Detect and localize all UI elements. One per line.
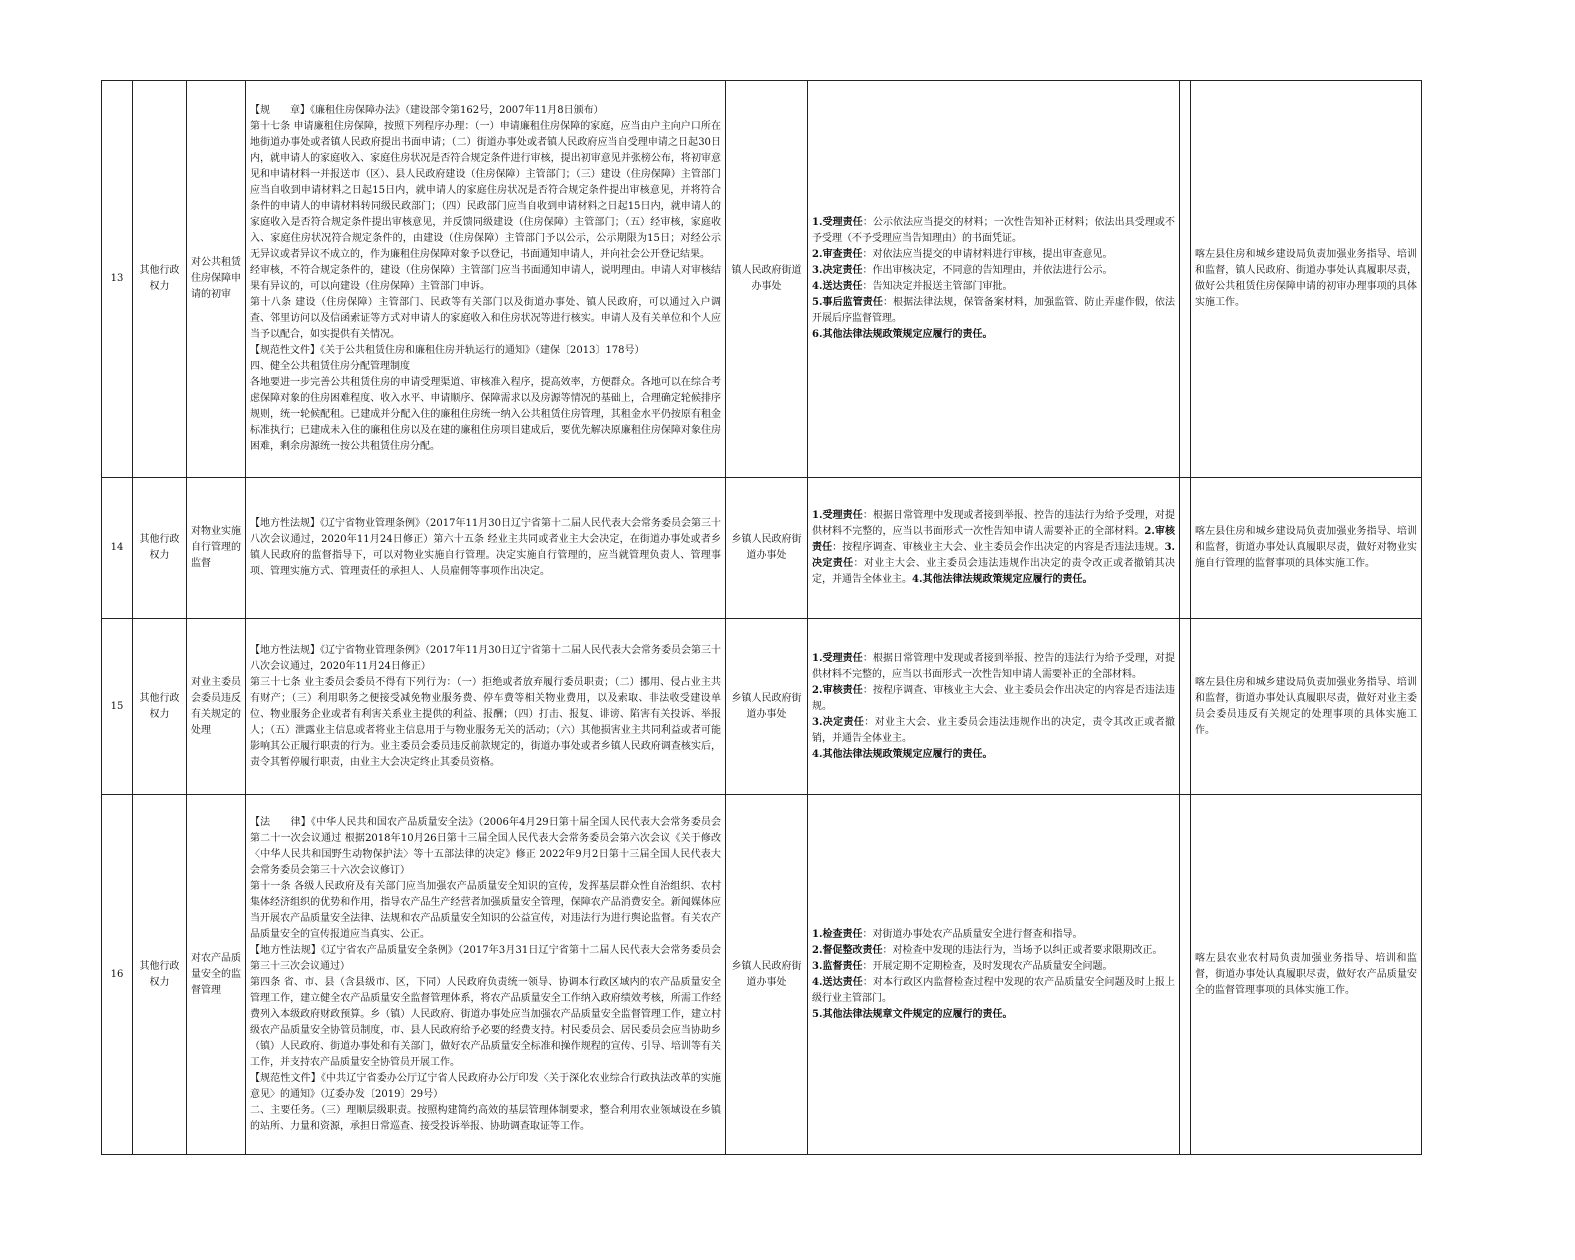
duty-head: 3.决定责任 — [812, 265, 863, 276]
basis-paragraph: 【地方性法规】《辽宁省农产品质量安全条例》（2017年3月31日辽宁省第十二届人民代表大会常务委员会第三十三次会议通过） — [250, 944, 721, 972]
power-category: 其他行政权力 — [133, 81, 187, 478]
duty-text: ：对依法应当提交的申请材料进行审核，提出审查意见。 — [862, 249, 1113, 260]
row-number: 16 — [102, 795, 133, 1155]
responsibility-list — [808, 478, 1180, 619]
duty-head: 2.审查责任 — [812, 249, 863, 260]
duty-item — [812, 651, 1175, 683]
duty-item — [812, 215, 1175, 247]
basis-paragraph: 【地方性法规】《辽宁省物业管理条例》（2017年11月30日辽宁省第十二届人民代表大会常务委员会第三十八次会议通过，2020年11月24日修正）第六十五条 经业主共同或者业主大会决定，在街道办事处或者乡镇人民政府的监督指导下，可以对物业实施自行管理。决定实施自行管理的，应当就管理负责人、管理事项、管理实施方式、管理责任的承担人、人员雇佣等事项作出决定。 — [250, 518, 721, 577]
legal-basis — [246, 795, 726, 1155]
duty-head: 5.事后监管责任 — [812, 297, 883, 308]
supervision-note: 喀左县住房和城乡建设局负责加强业务指导、培训和监督，街道办事处认真履职尽责，做好对业主委员会委员违反有关规定的处理事项的具体实施工作。 — [1191, 619, 1422, 795]
duty-text: ：对检查中发现的违法行为，当场予以纠正或者要求限期改正。 — [882, 944, 1163, 956]
duty-text: ：按程序调查、审核业主大会、业主委员会作出决定的内容是否违法违规。 — [812, 684, 1175, 712]
duty-item — [812, 715, 1175, 747]
duty-head: 4.送达责任 — [812, 976, 863, 988]
column-gap — [1180, 81, 1191, 478]
duty-item — [812, 927, 1175, 943]
table-row — [102, 478, 1422, 619]
duty-item — [812, 683, 1175, 715]
duty-text: ：按程序调查、审核业主大会、业主委员会作出决定的内容是否违法违规。 — [832, 542, 1165, 553]
basis-paragraph: 【规 章】《廉租住房保障办法》（建设部令第162号，2007年11月8日颁布） — [250, 105, 604, 116]
column-gap — [1180, 619, 1191, 795]
duty-head: 2.审核责任 — [812, 684, 863, 696]
duty-text: ：根据日常管理中发现或者接到举报、控告的违法行为给予受理，对提供材料不完整的，应当以书面形式一次性告知申请人需要补正的全部材料。 — [812, 510, 1175, 537]
implementing-subject: 乡镇人民政府街道办事处 — [726, 619, 808, 795]
duty-text: ：告知决定并报送主管部门审批。 — [862, 281, 1013, 292]
duty-text: ：根据法律法规，保管备案材料，加强监管、防止弄虚作假，依法开展后序监督管理。 — [812, 297, 1175, 324]
duty-head: 1.受理责任 — [812, 510, 863, 521]
basis-paragraph: 第四条 省、市、县（含县级市、区，下同）人民政府负责统一领导、协调本行政区域内的农产品质量安全管理工作，建立健全农产品质量安全监督管理体系，将农产品质量安全工作纳入政府绩效考核，所需工作经费列入本级政府财政预算。乡（镇）人民政府、街道办事处应当加强农产品质量安全监督管理工作，建立村级农产品质量安全协管员制度，市、县人民政府给予必要的经费支持。村民委员会、居民委员会应当协助乡（镇）人民政府、街道办事处和有关部门，做好农产品质量安全标准和操作规程的宣传、引导、培训等有关工作，并支持农产品质量安全协管员开展工作。 — [250, 976, 721, 1068]
duty-head: 4.其他法律法规政策规定应履行的责任。 — [812, 748, 993, 760]
responsibility-list — [808, 81, 1180, 478]
row-number: 13 — [102, 81, 133, 478]
duty-text: ：对本行政区内监督检查过程中发现的农产品质量安全问题及时上报上级行业主管部门。 — [812, 976, 1175, 1004]
basis-paragraph: 第十八条 建设（住房保障）主管部门、民政等有关部门以及街道办事处、镇人民政府，可以通过入户调查、邻里访问以及信函索证等方式对申请人的家庭收入和住房状况等进行核实。申请人及有关单位和个人应当予以配合，如实提供有关情况。 — [250, 297, 721, 340]
power-item: 对农产品质量安全的监督管理 — [187, 795, 246, 1155]
duty-text: ：公示依法应当提交的材料；一次性告知补正材料；依法出具受理或不予受理（不予受理应当告知理由）的书面凭证。 — [812, 217, 1175, 244]
duty-head: 3.监督责任 — [812, 960, 863, 972]
duty-item — [812, 747, 1175, 763]
power-item: 对物业实施自行管理的监督 — [187, 478, 246, 619]
power-category: 其他行政权力 — [133, 795, 187, 1155]
duty-head: 4.送达责任 — [812, 281, 863, 292]
basis-paragraph: 【地方性法规】《辽宁省物业管理条例》（2017年11月30日辽宁省第十二届人民代表大会常务委员会第三十八次会议通过，2020年11月24日修正） — [250, 644, 721, 672]
column-gap — [1180, 795, 1191, 1155]
duty-text: ：根据日常管理中发现或者接到举报、控告的违法行为给予受理，对提供材料不完整的，应当以书面形式一次性告知申请人需要补正的全部材料。 — [812, 652, 1175, 680]
duty-text: ：对业主大会、业主委员会违法违规作出的决定，责令其改正或者撤销，并通告全体业主。 — [812, 716, 1175, 744]
basis-paragraph: 第三十七条 业主委员会委员不得有下列行为：（一）拒绝或者放弃履行委员职责；（二）挪用、侵占业主共有财产；（三）利用职务之便接受减免物业服务费、停车费等相关物业费用，以及索取、非法收受建设单位、物业服务企业或者有利害关系业主提供的利益、报酬；（四）打击、报复、诽谤、陷害有关投诉、举报人；（五）泄露业主信息或者将业主信息用于与物业服务无关的活动；（六）其他损害业主共同利益或者可能影响其公正履行职责的行为。业主委员会委员违反前款规定的，街道办事处或者乡镇人民政府调查核实后，责令其暂停履行职责，由业主大会决定终止其委员资格。 — [250, 676, 721, 768]
duty-item — [812, 943, 1175, 959]
basis-paragraph: 【规范性文件】《中共辽宁省委办公厅辽宁省人民政府办公厅印发〈关于深化农业综合行政执法改革的实施意见〉的通知》（辽委办发〔2019〕29号） — [250, 1072, 721, 1100]
duty-item — [812, 295, 1175, 327]
table-row — [102, 81, 1422, 478]
power-category: 其他行政权力 — [133, 478, 187, 619]
power-item: 对业主委员会委员违反有关规定的处理 — [187, 619, 246, 795]
duty-head: 5.其他法律法规章文件规定的应履行的责任。 — [812, 1008, 1013, 1020]
basis-paragraph: 四、健全公共租赁住房分配管理制度 — [250, 361, 410, 372]
duty-item — [812, 279, 1175, 295]
legal-basis — [246, 478, 726, 619]
basis-paragraph: 二、主要任务。（三）理顺层级职责。按照构建简约高效的基层管理体制要求，整合利用农业领域设在乡镇的站所、力量和资源，承担日常巡查、接受投诉举报、协助调查取证等工作。 — [250, 1104, 721, 1132]
duty-head: 1.受理责任 — [812, 652, 863, 664]
row-number: 15 — [102, 619, 133, 795]
basis-paragraph: 各地要进一步完善公共租赁住房的申请受理渠道、审核准入程序，提高效率，方便群众。各地可以在综合考虑保障对象的住房困难程度、收入水平、申请顺序、保障需求以及房源等情况的基础上，合理确定轮候排序规则，统一轮候配租。已建成并分配入住的廉租住房统一纳入公共租赁住房管理，其租金水平仍按原有租金标准执行；已建成未入住的廉租住房以及在建的廉租住房项目建成后，要优先解决原廉租住房保障对象住房困难，剩余房源统一按公共租赁住房分配。 — [250, 377, 721, 452]
duty-head: 1.检查责任 — [812, 928, 863, 940]
duty-head: 3.决定责任 — [812, 716, 865, 728]
legal-basis — [246, 81, 726, 478]
duty-head: 6.其他法律法规政策规定应履行的责任。 — [812, 329, 993, 340]
responsibility-list — [808, 619, 1180, 795]
supervision-note: 喀左县农业农村局负责加强业务指导、培训和监督，街道办事处认真履职尽责，做好农产品质量安全的监督管理事项的具体实施工作。 — [1191, 795, 1422, 1155]
duty-item — [812, 247, 1175, 263]
duty-head: 2.督促整改责任 — [812, 944, 883, 956]
supervision-note: 喀左县住房和城乡建设局负责加强业务指导、培训和监督，镇人民政府、街道办事处认真履职尽责，做好公共租赁住房保障申请的初审办理事项的具体实施工作。 — [1191, 81, 1422, 478]
duty-text: ：对业主大会、业主委员会违法违规作出决定的责令改正或者撤销其决定，并通告全体业主。 — [812, 558, 1176, 585]
basis-paragraph: 经审核，不符合规定条件的，建设（住房保障）主管部门应当书面通知申请人，说明理由。申请人对审核结果有异议的，可以向建设（住房保障）主管部门申诉。 — [250, 265, 721, 292]
duty-item — [812, 1007, 1175, 1023]
duty-head: 2.审核责任 — [812, 526, 1175, 553]
implementing-subject: 乡镇人民政府街道办事处 — [726, 795, 808, 1155]
supervision-note: 喀左县住房和城乡建设局负责加强业务指导、培训和监督，街道办事处认真履职尽责，做好对物业实施自行管理的监督事项的具体实施工作。 — [1191, 478, 1422, 619]
duty-item — [812, 263, 1175, 279]
basis-paragraph: 【规范性文件】《关于公共租赁住房和廉租住房并轨运行的通知》（建保〔2013〕178号） — [250, 345, 645, 356]
duty-head: 1.受理责任 — [812, 217, 863, 228]
duty-item — [812, 975, 1175, 1007]
implementing-subject: 乡镇人民政府街道办事处 — [726, 478, 808, 619]
duty-text: ：开展定期不定期检查，及时发现农产品质量安全问题。 — [862, 960, 1113, 972]
power-item: 对公共租赁住房保障申请的初审 — [187, 81, 246, 478]
basis-paragraph: 第十七条 申请廉租住房保障，按照下列程序办理：（一）申请廉租住房保障的家庭，应当由户主向户口所在地街道办事处或者镇人民政府提出书面申请；（二）街道办事处或者镇人民政府应当自受理申请之日起30日内，就申请人的家庭收入、家庭住房状况是否符合规定条件进行审核，提出初审意见并张榜公布，将初审意见和申请材料一并报送市（区）、县人民政府建设（住房保障）主管部门；（三）建设（住房保障）主管部门应当自收到申请材料之日起15日内，就申请人的家庭住房状况是否符合规定条件提出审核意见，并将符合条件的申请人的申请材料转同级民政部门；（四）民政部门应当自收到申请材料之日起15日内，就申请人的家庭收入是否符合规定条件提出审核意见，并反馈同级建设（住房保障）主管部门；（五）经审核，家庭收入、家庭住房状况符合规定条件的，由建设（住房保障）主管部门予以公示，公示期限为15日；对经公示无异议或者异议不成立的，作为廉租住房保障对象予以登记，书面通知申请人，并向社会公开登记结果。 — [250, 121, 721, 260]
table-row — [102, 619, 1422, 795]
responsibility-list — [808, 795, 1180, 1155]
duty-head: 4.其他法律法规政策规定应履行的责任。 — [912, 574, 1093, 585]
duty-head: 3.决定责任 — [812, 542, 1176, 569]
basis-paragraph: 第十一条 各级人民政府及有关部门应当加强农产品质量安全知识的宣传，发挥基层群众性自治组织、农村集体经济组织的优势和作用，指导农产品生产经营者加强质量安全管理，保障农产品消费安全。新闻媒体应当开展农产品质量安全法律、法规和农产品质量安全知识的公益宣传，对违法行为进行舆论监督。有关农产品质量安全的宣传报道应当真实、公正。 — [250, 880, 721, 940]
row-number: 14 — [102, 478, 133, 619]
basis-paragraph: 【法 律】《中华人民共和国农产品质量安全法》（2006年4月29日第十届全国人民代表大会常务委员会第二十一次会议通过 根据2018年10月26日第十三届全国人民代表大会常务委员会第六次会议《关于修改〈中华人民共和国野生动物保护法〉等十五部法律的决定》修正 2022年9月2日第十三届全国人民代表大会常务委员会第三十六次会议修订） — [250, 816, 721, 876]
power-list-table — [101, 80, 1422, 1155]
implementing-subject: 镇人民政府街道办事处 — [726, 81, 808, 478]
legal-basis — [246, 619, 726, 795]
power-category: 其他行政权力 — [133, 619, 187, 795]
duty-text: ：对街道办事处农产品质量安全进行督查和指导。 — [862, 928, 1083, 940]
column-gap — [1180, 478, 1191, 619]
duty-item — [812, 959, 1175, 975]
duty-text: ：作出审核决定，不同意的告知理由，并依法进行公示。 — [862, 265, 1113, 276]
table-row — [102, 795, 1422, 1155]
duty-item — [812, 327, 1175, 343]
